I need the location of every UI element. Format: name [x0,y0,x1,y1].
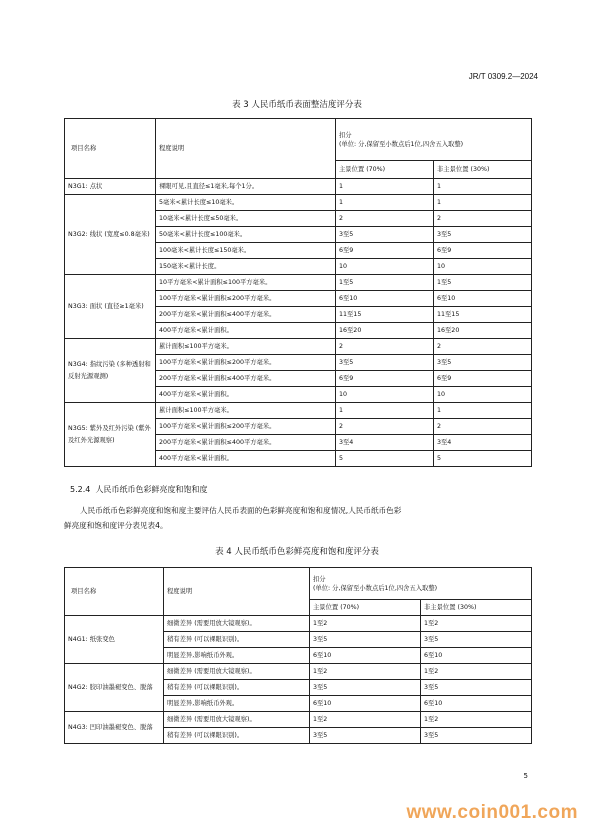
main-score-cell: 3至5 [336,227,434,243]
page-number: 5 [523,772,528,780]
desc-cell: 累计面积≤100平方毫米。 [156,339,336,355]
non-main-score-cell: 1 [434,179,532,195]
site-watermark: www.coin001.com [406,802,578,823]
table-row [65,339,532,355]
section-title: 人民币纸币色彩鲜亮度和饱和度 [95,485,208,494]
main-score-cell: 6至10 [310,696,421,712]
main-score-cell: 2 [336,419,434,435]
non-main-score-cell: 3至5 [421,680,532,696]
score-note: (单位: 分,保留至小数点后1位,四舍五入取整) [313,584,438,592]
main-score-cell: 6至10 [310,648,421,664]
item-name-cell: N3G1: 点状 [65,179,156,195]
main-score-cell: 11至15 [336,307,434,323]
table-row [65,616,532,632]
item-name-cell: N4G1: 纸张变色 [65,616,164,664]
desc-cell: 100平方毫米<累计面积≤200平方毫米。 [156,291,336,307]
item-name-cell: N3G5: 紫外及红外污染 (紫外及红外光源观察) [65,403,156,467]
item-name-cell: N3G4: 指纹污染 (多种透射和反射光源观测) [65,339,156,403]
main-score-cell: 6至10 [336,291,434,307]
main-score-cell: 6至9 [336,243,434,259]
col-header-desc: 程度说明 [164,568,310,616]
section-paragraph: 人民币纸币色彩鲜亮度和饱和度主要评估人民币表面的色彩鲜亮度和饱和度情况,人民币纸币色彩 鲜亮度和饱和度评分表见表4。 [64,506,402,530]
main-score-cell: 1 [336,195,434,211]
main-score-cell: 10 [336,387,434,403]
item-name-cell: N3G3: 面状 (直径≥1毫米) [65,275,156,339]
desc-cell: 稍有差异 (可以裸眼识别)。 [164,632,310,648]
main-score-cell: 3至5 [310,728,421,744]
section-number: 5.2.4 [70,485,91,494]
table-row [65,403,532,419]
non-main-score-cell: 10 [434,259,532,275]
non-main-score-cell: 3至5 [434,355,532,371]
non-main-score-cell: 11至15 [434,307,532,323]
non-main-score-cell: 5 [434,451,532,467]
desc-cell: 细微差异 (需要用放大镜观察)。 [164,616,310,632]
col-header-item: 项目名称 [65,119,156,179]
desc-cell: 明显差异,影响纸币外观。 [164,648,310,664]
table-row [65,195,532,211]
desc-cell: 100平方毫米<累计面积≤200平方毫米。 [156,419,336,435]
non-main-score-cell: 10 [434,387,532,403]
table-header-row [65,568,532,600]
non-main-score-cell: 3至5 [421,728,532,744]
item-name-cell: N4G2: 胶印油墨褪变色、脱落 [65,664,164,712]
table-row [65,664,532,680]
non-main-score-cell: 6至9 [434,371,532,387]
col-header-desc: 程度说明 [156,119,336,179]
desc-cell: 400平方毫米<累计面积。 [156,451,336,467]
main-score-cell: 1至5 [336,275,434,291]
table4 [64,567,532,744]
desc-cell: 10平方毫米<累计面积≤100平方毫米。 [156,275,336,291]
non-main-score-cell: 2 [434,339,532,355]
main-score-cell: 1至2 [310,712,421,728]
desc-cell: 200平方毫米<累计面积≤400平方毫米。 [156,371,336,387]
table4-caption: 表 4 人民币纸币色彩鲜亮度和饱和度评分表 [215,547,379,557]
table-row [65,712,532,728]
table3-caption: 表 3 人民币纸币表面整洁度评分表 [232,100,362,110]
non-main-score-cell: 16至20 [434,323,532,339]
col-header-main: 主景位置 (70%) [310,600,421,616]
non-main-score-cell: 3至5 [421,632,532,648]
table3 [64,118,532,467]
item-name-cell: N3G2: 线状 (宽度≤0.8毫米) [65,195,156,275]
non-main-score-cell: 1至5 [434,275,532,291]
desc-cell: 200平方毫米<累计面积≤400平方毫米。 [156,435,336,451]
col-header-score [336,119,532,161]
desc-cell: 10毫米<累计长度≤50毫米。 [156,211,336,227]
score-title: 扣分 [339,131,352,139]
item-name-cell: N4G3: 凹印油墨褪变色、脱落 [65,712,164,744]
main-score-cell: 1至2 [310,616,421,632]
score-title: 扣分 [313,575,326,583]
main-score-cell: 3至5 [336,355,434,371]
desc-cell: 细微差异 (需要用放大镜观察)。 [164,664,310,680]
main-score-cell: 5 [336,451,434,467]
col-header-item: 项目名称 [65,568,164,616]
non-main-score-cell: 3至5 [434,227,532,243]
col-header-score [310,568,532,600]
non-main-score-cell: 1 [434,403,532,419]
non-main-score-cell: 2 [434,419,532,435]
non-main-score-cell: 1至2 [421,616,532,632]
desc-cell: 50毫米<累计长度≤100毫米。 [156,227,336,243]
main-score-cell: 3至5 [310,680,421,696]
col-header-non-main: 非主景位置 (30%) [421,600,532,616]
section-heading [70,484,207,495]
desc-cell: 200平方毫米<累计面积≤400平方毫米。 [156,307,336,323]
table-row [65,179,532,195]
col-header-non-main: 非主景位置 (30%) [434,161,532,179]
desc-cell: 400平方毫米<累计面积。 [156,323,336,339]
col-header-main: 主景位置 (70%) [336,161,434,179]
non-main-score-cell: 6至9 [434,243,532,259]
non-main-score-cell: 1至2 [421,664,532,680]
standard-code: JR/T 0309.2—2024 [468,72,538,81]
desc-cell: 100毫米<累计长度≤150毫米。 [156,243,336,259]
desc-cell: 累计面积≤100平方毫米。 [156,403,336,419]
main-score-cell: 1 [336,403,434,419]
desc-cell: 稍有差异 (可以裸眼识别)。 [164,728,310,744]
desc-cell: 100平方毫米<累计面积≤200平方毫米。 [156,355,336,371]
desc-cell: 150毫米<累计长度。 [156,259,336,275]
main-score-cell: 10 [336,259,434,275]
non-main-score-cell: 2 [434,211,532,227]
main-score-cell: 3至5 [310,632,421,648]
non-main-score-cell: 1至2 [421,712,532,728]
main-score-cell: 3至4 [336,435,434,451]
main-score-cell: 2 [336,211,434,227]
table-row [65,275,532,291]
non-main-score-cell: 6至10 [421,696,532,712]
desc-cell: 细微差异 (需要用放大镜观察)。 [164,712,310,728]
non-main-score-cell: 1 [434,195,532,211]
non-main-score-cell: 6至10 [434,291,532,307]
main-score-cell: 1 [336,179,434,195]
desc-cell: 稍有差异 (可以裸眼识别)。 [164,680,310,696]
non-main-score-cell: 3至4 [434,435,532,451]
non-main-score-cell: 6至10 [421,648,532,664]
main-score-cell: 2 [336,339,434,355]
score-note: (单位: 分,保留至小数点后1位,四舍五入取整) [339,140,464,148]
main-score-cell: 6至9 [336,371,434,387]
desc-cell: 400平方毫米<累计面积。 [156,387,336,403]
table-header-row [65,119,532,161]
main-score-cell: 16至20 [336,323,434,339]
main-score-cell: 1至2 [310,664,421,680]
desc-cell: 5毫米<累计长度≤10毫米。 [156,195,336,211]
desc-cell: 裸眼可见,且直径≤1毫米,每个1分。 [156,179,336,195]
desc-cell: 明显差异,影响纸币外观。 [164,696,310,712]
